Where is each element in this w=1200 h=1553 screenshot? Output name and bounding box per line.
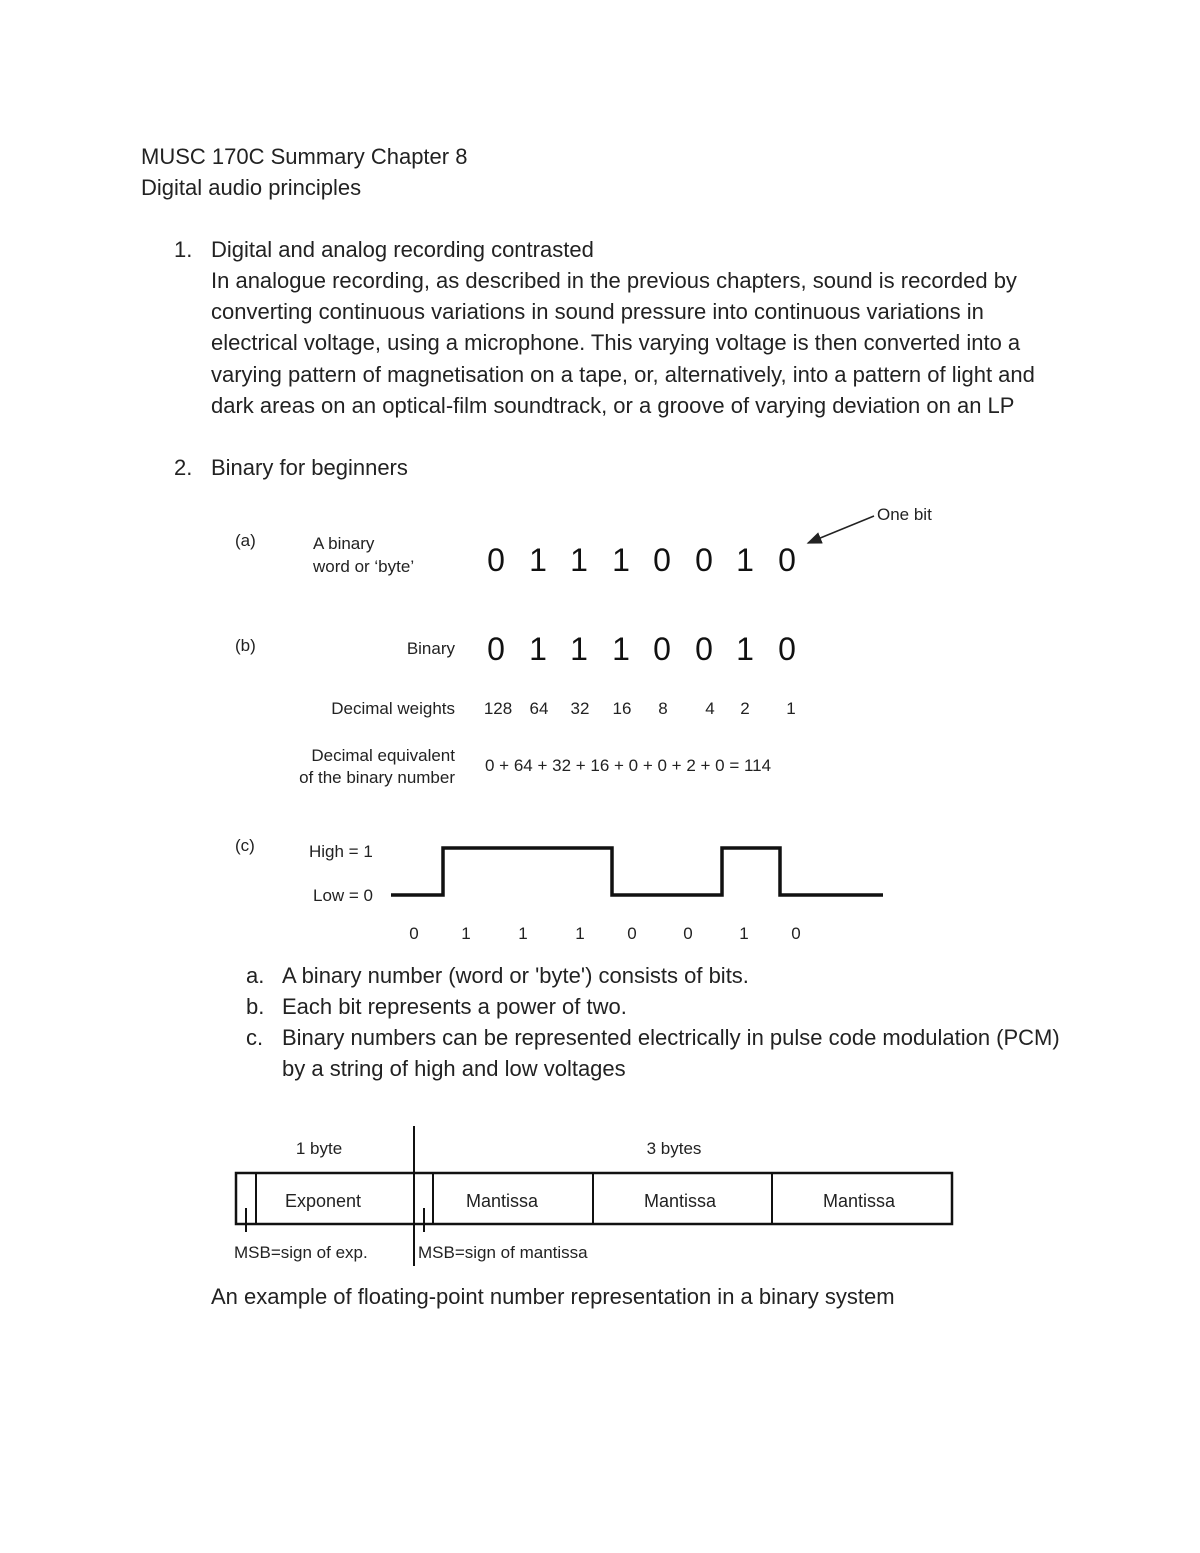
pcm-bit: 0 — [791, 924, 801, 943]
one-byte-label: 1 byte — [295, 1139, 343, 1158]
low-level-label: Low = 0 — [313, 886, 374, 905]
bits-row-b — [487, 631, 796, 667]
bit: 0 — [487, 631, 505, 667]
list-item-letter: a. — [246, 963, 265, 988]
bit: 1 — [612, 542, 630, 578]
weight: 32 — [570, 699, 590, 718]
pcm-bit: 0 — [409, 924, 419, 943]
mantissa-cell: Mantissa — [465, 1191, 539, 1211]
label-b: (b) — [235, 636, 256, 655]
bit: 1 — [736, 631, 754, 667]
document-subtitle: Digital audio principles — [141, 175, 362, 200]
binary-row-label: Binary — [406, 639, 455, 658]
section-heading: Digital and analog recording contrasted — [211, 237, 594, 262]
decimal-equivalent-label: of the binary number — [299, 768, 455, 787]
weights-row — [484, 699, 796, 718]
bit: 1 — [529, 542, 547, 578]
weight: 1 — [786, 699, 796, 718]
section-body: In analogue recording, as described in the previous chapters, sound is recorded by converting continuous variations in sound pressure into continuous variations in electrical voltage, using a microphone. This varying voltage is then converted into a varying pattern of magnetisation on a tape, or, alternatively, into a pattern of light and dark areas on an optical-film soundtrack, or a groove of varying deviation on an LP — [211, 268, 1035, 418]
list-item-letter: c. — [246, 1025, 264, 1050]
high-level-label: High = 1 — [309, 842, 373, 861]
binary-word-label: word or ‘byte’ — [313, 557, 415, 576]
three-bytes-label: 3 bytes — [646, 1139, 702, 1158]
decimal-weights-label: Decimal weights — [331, 699, 455, 718]
bit: 0 — [653, 542, 671, 578]
label-a: (a) — [235, 531, 256, 550]
bit: 0 — [653, 631, 671, 667]
bit: 1 — [529, 631, 547, 667]
label-c: (c) — [235, 836, 255, 855]
bit: 1 — [736, 542, 754, 578]
one-bit-arrow — [808, 516, 874, 543]
msb-mant-label: MSB=sign of mantissa — [418, 1243, 588, 1262]
weight: 4 — [705, 699, 715, 718]
weight: 16 — [612, 699, 632, 718]
bit: 1 — [570, 631, 588, 667]
pcm-bit-row — [409, 924, 800, 943]
exponent-cell: Exponent — [284, 1191, 362, 1211]
section-number: 2. — [174, 455, 193, 480]
bit: 0 — [695, 631, 713, 667]
list-item: Each bit represents a power of two. — [282, 994, 627, 1019]
decimal-equivalent-expression: 0 + 64 + 32 + 16 + 0 + 0 + 2 + 0 = 114 — [485, 756, 772, 775]
binary-figure — [0, 490, 1200, 950]
pcm-bit: 0 — [683, 924, 693, 943]
section-heading: Binary for beginners — [211, 455, 408, 480]
binary-word-label: A binary — [313, 534, 375, 553]
pcm-bit: 0 — [627, 924, 637, 943]
pcm-bit: 1 — [518, 924, 528, 943]
floating-point-figure — [0, 1120, 1200, 1280]
bit: 0 — [778, 542, 796, 578]
document-title: MUSC 170C Summary Chapter 8 — [141, 144, 468, 169]
mantissa-cell: Mantissa — [643, 1191, 717, 1211]
pcm-waveform — [391, 848, 883, 895]
bit: 0 — [778, 631, 796, 667]
bit: 0 — [487, 542, 505, 578]
bits-row-a — [487, 542, 796, 578]
list-item-letter: b. — [246, 994, 265, 1019]
list-item: A binary number (word or 'byte') consists of bits. — [282, 963, 749, 988]
pcm-bit: 1 — [739, 924, 749, 943]
pcm-bit: 1 — [575, 924, 585, 943]
bit: 0 — [695, 542, 713, 578]
weight: 2 — [740, 699, 750, 718]
list-item: Binary numbers can be represented electrically in pulse code modulation (PCM) by a string of high and low voltages — [282, 1025, 1060, 1082]
one-bit-label: One bit — [877, 505, 932, 524]
bit: 1 — [570, 542, 588, 578]
pcm-bit: 1 — [461, 924, 471, 943]
msb-exp-label: MSB=sign of exp. — [234, 1243, 368, 1262]
bit: 1 — [612, 631, 630, 667]
weight: 64 — [529, 699, 549, 718]
weight: 128 — [483, 699, 513, 718]
weight: 8 — [658, 699, 668, 718]
decimal-equivalent-label: Decimal equivalent — [311, 746, 455, 765]
mantissa-cell: Mantissa — [822, 1191, 896, 1211]
figure-caption: An example of floating-point number representation in a binary system — [211, 1284, 895, 1309]
section-number: 1. — [174, 237, 193, 262]
